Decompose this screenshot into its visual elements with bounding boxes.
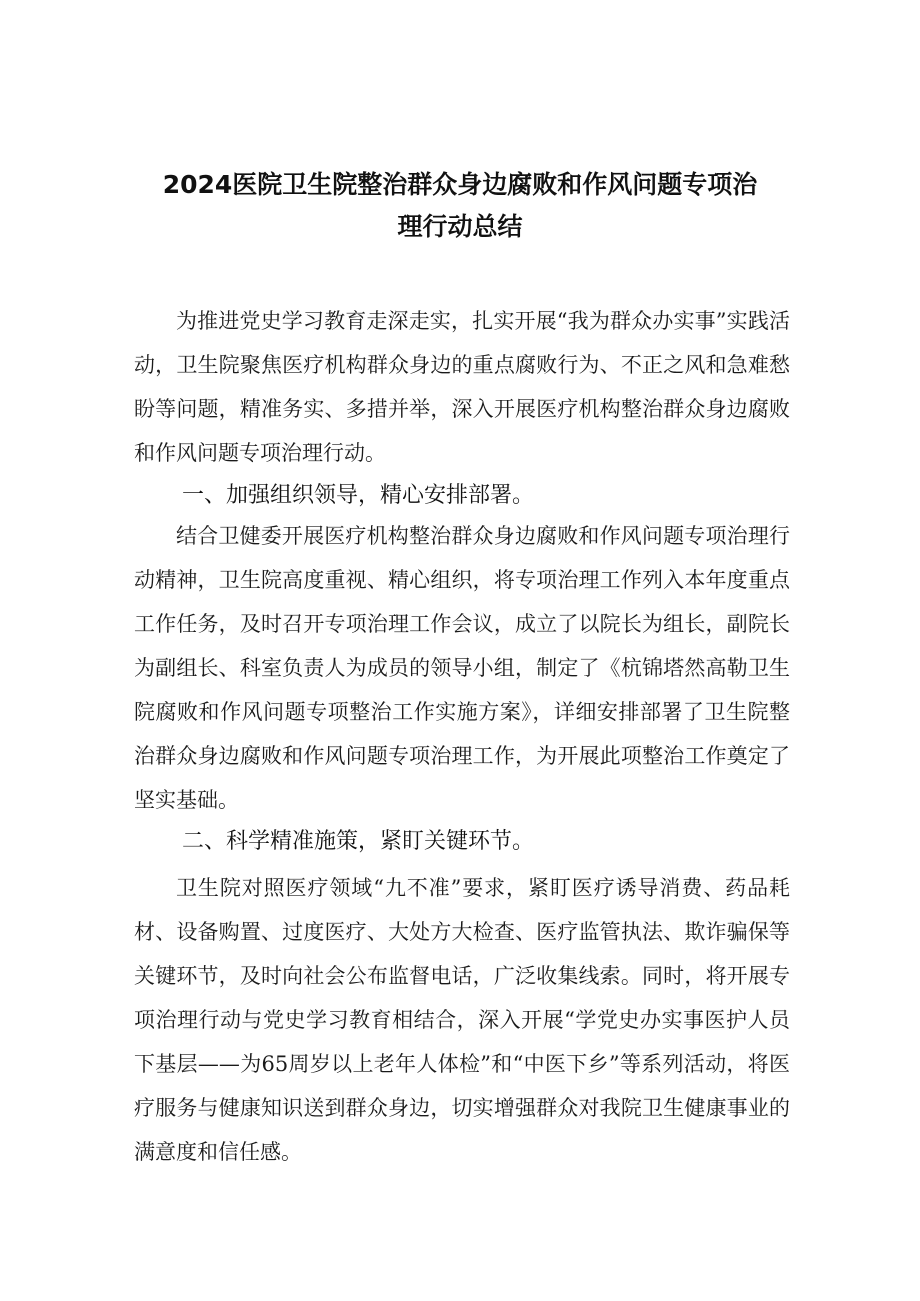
section-heading-2: 二、科学精准施策，紧盯关键环节。 bbox=[182, 829, 535, 854]
section-body-2: 卫生院对照医疗领域“九不准”要求，紧盯医疗诱导消费、药品耗材、设备购置、过度医疗、大处方大检查、医疗监管执法、欺诈骗保等关键环节，及时向社会公布监督电话，广泛收集线索。同时，将开展专项治理行动与党史学习教育相结合，深入开展“学党史办实事医护人员下基层——为65周岁以上老年人体检”和“中医下乡”等系列活动，将医疗服务与健康知识送到群众身边，切实增强群众对我院卫生健康事业的满意度和信任感。 bbox=[134, 876, 790, 1164]
document-title-line-1: 2024医院卫生院整治群众身边腐败和作风问题专项治 bbox=[162, 170, 758, 199]
document-title-line-2: 理行动总结 bbox=[397, 212, 523, 241]
section-body-1: 结合卫健委开展医疗机构整治群众身边腐败和作风问题专项治理行动精神，卫生院高度重视、精心组织，将专项治理工作列入本年度重点工作任务，及时召开专项治理工作会议，成立了以院长为组长，副院长为副组长、科室负责人为成员的领导小组，制定了《杭锦塔然高勒卫生院腐败和作风问题专项整治工作实施方案》，详细安排部署了卫生院整治群众身边腐败和作风问题专项治理工作，为开展此项整治工作奠定了坚实基础。 bbox=[134, 524, 790, 812]
section-heading-1: 一、加强组织领导，精心安排部署。 bbox=[182, 483, 535, 508]
intro-paragraph: 为推进党史学习教育走深走实，扎实开展“我为群众办实事”实践活动，卫生院聚焦医疗机构群众身边的重点腐败行为、不正之风和急难愁盼等问题，精准务实、多措并举，深入开展医疗机构整治群众身边腐败和作风问题专项治理行动。 bbox=[134, 309, 790, 465]
